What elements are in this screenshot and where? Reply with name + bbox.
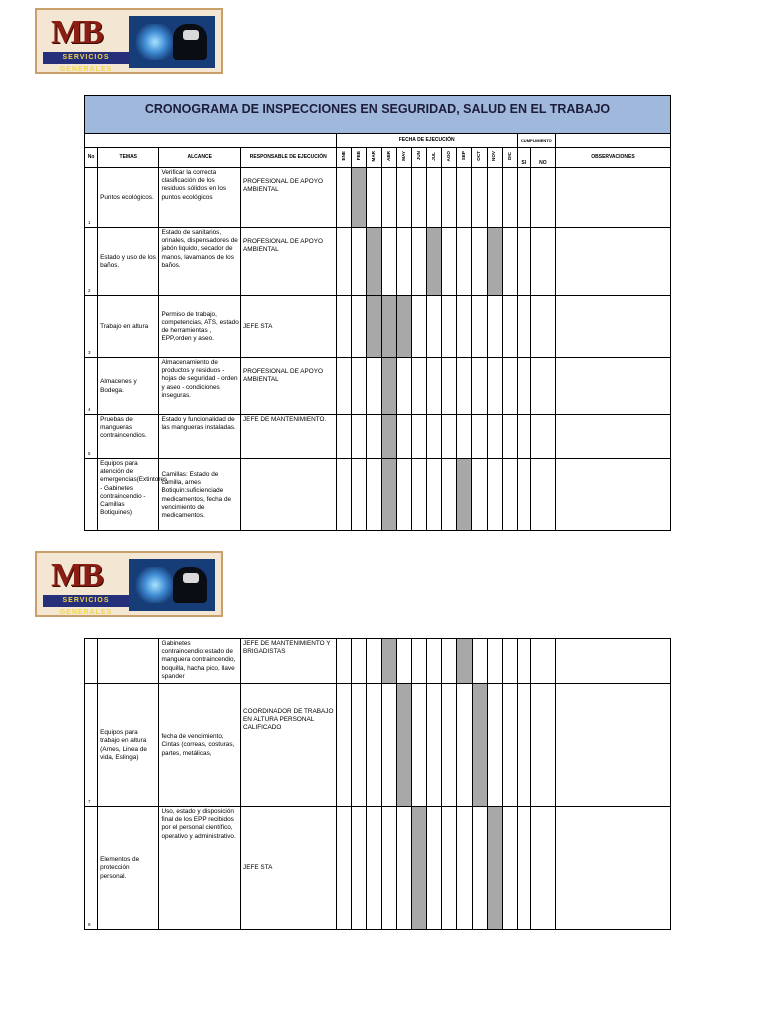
month-cell <box>351 459 366 531</box>
month-cell <box>502 168 517 228</box>
month-cell <box>351 228 366 296</box>
row-number: 2 <box>85 228 98 296</box>
cumple-no-cell <box>530 296 555 358</box>
month-cell <box>366 684 381 807</box>
cumple-si-cell <box>517 296 530 358</box>
company-logo-page2 <box>35 551 223 617</box>
row-alcance: Estado y funcionalidad de las mangueras instaladas. <box>159 415 241 459</box>
row-tema: Almacenes y Bodega. <box>98 358 159 415</box>
month-cell <box>487 639 502 684</box>
month-cell <box>502 415 517 459</box>
month-cell <box>427 415 442 459</box>
row-tema: Equipos para atención de emergencias(Extintores - Gabinetes contraincendio - Camillas Botiquines) <box>98 459 159 531</box>
scheduled-month-cell <box>457 639 472 684</box>
fecha-ejecucion-header: FECHA DE EJECUCIÓN <box>336 134 517 148</box>
month-cell <box>427 684 442 807</box>
month-header: ENE <box>340 151 346 161</box>
month-cell <box>502 296 517 358</box>
month-cell <box>442 807 457 930</box>
month-cell <box>412 415 427 459</box>
month-cell <box>336 807 351 930</box>
cumple-no-cell <box>530 684 555 807</box>
month-cell <box>442 684 457 807</box>
month-cell <box>457 358 472 415</box>
observaciones-cell <box>555 228 670 296</box>
table-row <box>85 168 671 228</box>
month-cell <box>412 639 427 684</box>
month-cell <box>487 358 502 415</box>
month-cell <box>487 684 502 807</box>
observaciones-cell <box>555 459 670 531</box>
row-tema: Estado y uso de los baños. <box>98 228 159 296</box>
cumple-no-cell <box>530 639 555 684</box>
row-responsable: JEFE STA <box>241 807 337 930</box>
month-header: JUN <box>416 151 421 161</box>
no-header: No <box>85 148 98 168</box>
month-cell <box>351 358 366 415</box>
row-number: 7 <box>85 684 98 807</box>
month-cell <box>442 168 457 228</box>
row-responsable: JEFE STA <box>240 296 336 358</box>
row-responsable: JEFE DE MANTENIMIENTO Y BRIGADISTAS <box>241 639 337 684</box>
table-row <box>85 228 671 296</box>
month-cell <box>397 639 412 684</box>
observaciones-cell <box>556 807 671 930</box>
observaciones-cell <box>555 168 670 228</box>
month-cell <box>366 168 381 228</box>
month-cell <box>336 415 351 459</box>
month-cell <box>442 415 457 459</box>
month-cell <box>412 358 427 415</box>
month-cell <box>396 358 411 415</box>
observaciones-cell <box>555 296 670 358</box>
welder-image <box>129 559 215 611</box>
company-logo <box>35 8 223 74</box>
month-cell <box>502 228 517 296</box>
logo-band: SERVICIOS GENERALES <box>43 595 129 607</box>
month-cell <box>412 168 427 228</box>
month-cell <box>396 415 411 459</box>
row-number: 3 <box>85 296 98 358</box>
month-cell <box>336 168 351 228</box>
month-cell <box>442 459 457 531</box>
month-header: FEB <box>355 151 361 161</box>
table-row <box>85 684 671 807</box>
month-cell <box>381 684 396 807</box>
cumple-no-cell <box>530 807 555 930</box>
cumple-si-cell <box>517 358 530 415</box>
row-alcance: Uso, estado y disposición final de los EPP recibidos por el personal científico, operativo y administrativo. <box>159 807 241 930</box>
month-cell <box>427 296 442 358</box>
row-number: 4 <box>85 358 98 415</box>
month-cell <box>412 228 427 296</box>
month-header: JUL <box>431 151 437 161</box>
row-alcance: fecha de vencimiento, Cintas (correas, costuras, partes, metálicas, <box>159 684 241 807</box>
observaciones-cell <box>556 684 671 807</box>
logo-band: SERVICIOS GENERALES <box>43 52 129 64</box>
observaciones-cell <box>555 358 670 415</box>
cumple-no-cell <box>530 358 555 415</box>
si-header: SI <box>517 148 530 168</box>
month-cell <box>366 639 381 684</box>
document-title: CRONOGRAMA DE INSPECCIONES EN SEGURIDAD, SALUD EN EL TRABAJO <box>85 96 671 134</box>
row-tema: Equipos para trabajo en altura (Arnes, Linea de vida, Eslinga) <box>98 684 159 807</box>
month-cell <box>472 807 487 930</box>
scheduled-month-cell <box>412 807 427 930</box>
cumple-si-cell <box>517 415 530 459</box>
month-cell <box>457 296 472 358</box>
month-cell <box>472 459 487 531</box>
month-cell <box>336 459 351 531</box>
month-cell <box>427 168 442 228</box>
month-header: MAY <box>400 151 406 161</box>
scheduled-month-cell <box>396 296 411 358</box>
month-cell <box>381 807 396 930</box>
table-row <box>85 296 671 358</box>
month-cell <box>472 296 487 358</box>
month-cell <box>396 168 411 228</box>
month-cell <box>412 684 427 807</box>
row-responsable: JEFE DE MANTENIMIENTO. <box>240 415 336 459</box>
row-responsable <box>240 459 336 531</box>
month-cell <box>442 228 457 296</box>
scheduled-month-cell <box>381 296 396 358</box>
month-cell <box>502 358 517 415</box>
month-cell <box>351 415 366 459</box>
month-header: DIC <box>506 151 512 160</box>
row-number <box>85 459 98 531</box>
inspection-schedule-table-continued <box>84 638 671 930</box>
month-cell <box>502 459 517 531</box>
scheduled-month-cell <box>472 684 487 807</box>
month-cell <box>487 296 502 358</box>
month-header: MAR <box>370 150 376 162</box>
row-tema: Elementos de protección personal. <box>98 807 159 930</box>
month-cell <box>442 296 457 358</box>
table-row <box>85 358 671 415</box>
month-cell <box>487 415 502 459</box>
month-header: AGO <box>446 150 452 162</box>
month-cell <box>366 459 381 531</box>
month-cell <box>396 228 411 296</box>
month-cell <box>336 639 351 684</box>
row-number: 8 <box>85 807 98 930</box>
inspection-schedule-table <box>84 95 671 531</box>
no-cumple-header: NO <box>530 148 555 168</box>
alcance-header: ALCANCE <box>159 148 241 168</box>
temas-header: TEMAS <box>98 148 159 168</box>
month-cell <box>442 358 457 415</box>
month-cell <box>472 415 487 459</box>
month-cell <box>427 639 442 684</box>
row-responsable: COORDINADOR DE TRABAJO EN ALTURA PERSONAL CALIFICADO <box>241 684 337 807</box>
cumple-no-cell <box>530 168 555 228</box>
month-cell <box>366 415 381 459</box>
month-cell <box>472 639 487 684</box>
month-cell <box>366 358 381 415</box>
month-cell <box>396 459 411 531</box>
month-cell <box>457 415 472 459</box>
month-cell <box>457 168 472 228</box>
row-tema: Puntos ecológicos. <box>98 168 159 228</box>
month-cell <box>351 639 366 684</box>
month-cell <box>412 459 427 531</box>
month-cell <box>366 807 381 930</box>
cumple-si-cell <box>517 807 530 930</box>
row-alcance: Estado de sanitarios, orinales, dispensadores de jabón liquido, secador de manos, lavamanos de los baños. <box>159 228 241 296</box>
observaciones-cell <box>556 639 671 684</box>
month-cell <box>351 807 366 930</box>
cumple-no-cell <box>530 228 555 296</box>
month-cell <box>487 459 502 531</box>
month-cell <box>487 168 502 228</box>
cumplimiento-header: CUMPLIMIENTO <box>517 134 555 148</box>
cumple-si-cell <box>517 459 530 531</box>
scheduled-month-cell <box>366 296 381 358</box>
row-tema: Trabajo en altura <box>98 296 159 358</box>
month-cell <box>351 684 366 807</box>
row-alcance: Permiso de trabajo, competencias, ATS, estado de herramientas , EPP,orden y aseo. <box>159 296 241 358</box>
scheduled-month-cell <box>381 459 396 531</box>
cumple-si-cell <box>517 228 530 296</box>
logo-mark: MB <box>51 14 102 51</box>
row-tema <box>98 639 159 684</box>
scheduled-month-cell <box>397 684 412 807</box>
month-cell <box>427 459 442 531</box>
scheduled-month-cell <box>381 358 396 415</box>
row-number: 5 <box>85 415 98 459</box>
month-header: OCT <box>476 151 482 161</box>
cumple-no-cell <box>530 459 555 531</box>
scheduled-month-cell <box>487 228 502 296</box>
month-header: SEP <box>461 151 467 161</box>
row-responsable: PROFESIONAL DE APOYO AMBIENTAL <box>240 358 336 415</box>
row-alcance: Camillas: Estado de camilla, arnes Botiquin:suficienciade medicamentos, fecha de vencimiento de medicamentos. <box>159 459 241 531</box>
cumple-si-cell <box>517 684 530 807</box>
month-cell <box>381 168 396 228</box>
month-cell <box>336 296 351 358</box>
table-row <box>85 415 671 459</box>
month-cell <box>351 296 366 358</box>
month-cell <box>427 358 442 415</box>
row-tema: Pruebas de mangueras contraincendios. <box>98 415 159 459</box>
month-cell <box>336 228 351 296</box>
observaciones-cell <box>555 415 670 459</box>
month-cell <box>502 807 517 930</box>
table-row <box>85 807 671 930</box>
month-cell <box>427 807 442 930</box>
scheduled-month-cell <box>457 459 472 531</box>
row-alcance: Gabinetes contraincendio:estado de manguera contraincendio, boquilla, hacha pico, llave spander <box>159 639 241 684</box>
month-cell <box>336 684 351 807</box>
logo-mark: MB <box>51 557 102 594</box>
responsable-header: RESPONSABLE DE EJECUCIÓN <box>240 148 336 168</box>
scheduled-month-cell <box>381 415 396 459</box>
observaciones-header: OBSERVACIONES <box>555 148 670 168</box>
month-cell <box>502 639 517 684</box>
month-cell <box>381 228 396 296</box>
month-cell <box>472 228 487 296</box>
month-cell <box>457 228 472 296</box>
scheduled-month-cell <box>381 639 396 684</box>
month-cell <box>457 684 472 807</box>
scheduled-month-cell <box>351 168 366 228</box>
month-cell <box>472 358 487 415</box>
row-number: 1 <box>85 168 98 228</box>
month-cell <box>412 296 427 358</box>
scheduled-month-cell <box>366 228 381 296</box>
cumple-no-cell <box>530 415 555 459</box>
month-cell <box>457 807 472 930</box>
month-cell <box>397 807 412 930</box>
month-header: NOV <box>491 150 497 161</box>
cumple-si-cell <box>517 168 530 228</box>
row-alcance: Almacenamiento de productos y residuos -hojas de seguridad - orden y aseo - condiciones inseguras. <box>159 358 241 415</box>
row-responsable: PROFESIONAL DE APOYO AMBIENTAL <box>240 228 336 296</box>
welder-image <box>129 16 215 68</box>
month-cell <box>336 358 351 415</box>
table-row <box>85 459 671 531</box>
row-alcance: Verificar la correcta clasificación de los residuos sólidos en los puntos ecológicos <box>159 168 241 228</box>
scheduled-month-cell <box>427 228 442 296</box>
scheduled-month-cell <box>487 807 502 930</box>
month-cell <box>502 684 517 807</box>
month-cell <box>442 639 457 684</box>
row-responsable: PROFESIONAL DE APOYO AMBIENTAL <box>240 168 336 228</box>
month-cell <box>472 168 487 228</box>
month-header: ABR <box>385 150 391 161</box>
table-row <box>85 639 671 684</box>
cumple-si-cell <box>517 639 530 684</box>
row-number <box>85 639 98 684</box>
